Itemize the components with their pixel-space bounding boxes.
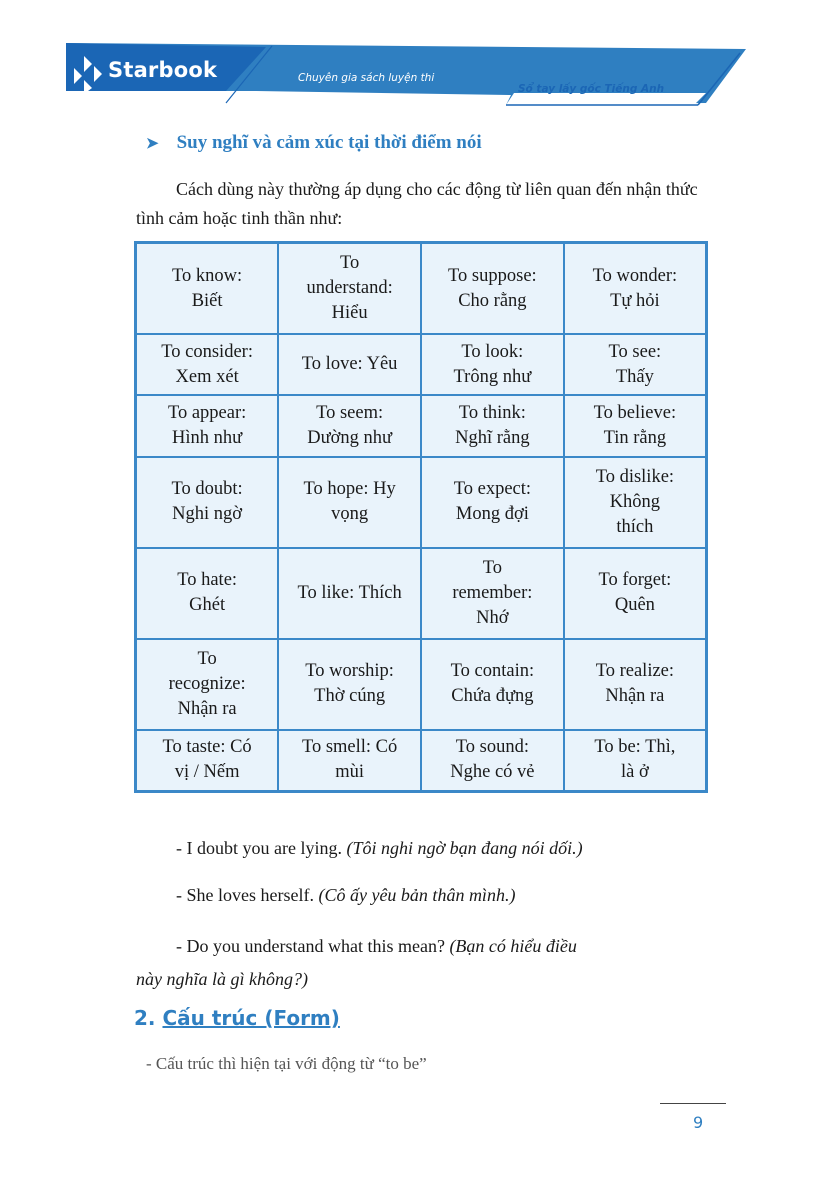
table-cell (278, 395, 421, 456)
table-cell (564, 548, 707, 639)
table-cell-line: remember: (452, 582, 533, 603)
table-cell-line: vị / Nếm (174, 762, 240, 783)
table-cell (136, 639, 279, 730)
example-1-en: - I doubt you are lying. (176, 838, 342, 858)
example-1 (176, 838, 583, 859)
table-cell-line: To like: Thích (297, 582, 402, 603)
table-row (136, 639, 707, 730)
table-cell-line: vọng (331, 504, 369, 525)
example-2-vi: (Cô ấy yêu bản thân mình.) (318, 885, 516, 905)
table-cell-line: To wonder: (592, 265, 678, 286)
table-cell-line: To forget: (598, 570, 672, 591)
form-title: Cấu trúc (Form) (162, 1006, 340, 1030)
example-3-vi: (Bạn có hiểu điều (449, 936, 577, 956)
table-cell-line: To see: (608, 341, 662, 362)
table-cell-line: Nghe có vẻ (450, 762, 535, 783)
table-cell (136, 457, 279, 548)
table-cell-line: To know: (172, 265, 243, 286)
table-cell-line: To worship: (305, 661, 394, 682)
table-cell-line: To be: Thì, (594, 737, 676, 758)
table-cell-line: Nghi ngờ (172, 504, 243, 525)
table-cell-line: To smell: Có (301, 737, 398, 758)
table-cell-line: Ghét (189, 595, 226, 616)
brand-name: Starbook (108, 58, 218, 82)
table-cell-line: Xem xét (175, 366, 239, 387)
table-cell-line: To appear: (167, 403, 247, 424)
table-row (136, 730, 707, 792)
table-cell-line: Tự hỏi (610, 290, 660, 311)
table-cell (278, 334, 421, 395)
example-3-en: - Do you understand what this mean? (176, 936, 445, 956)
table-cell-line: To sound: (455, 737, 529, 758)
table-cell-line: Không (609, 491, 661, 512)
table-cell-line: To consider: (161, 341, 253, 362)
table-cell-line: To believe: (593, 403, 677, 424)
table-cell-line: To love: Yêu (301, 354, 398, 375)
example-3 (176, 936, 577, 957)
example-2-en: - She loves herself. (176, 885, 314, 905)
page-number-rule (660, 1103, 726, 1104)
stative-verbs-table (134, 241, 708, 793)
table-cell (421, 334, 564, 395)
table-row (136, 243, 707, 335)
table-cell-line: To doubt: (171, 479, 243, 500)
table-cell-line: To hope: Hy (303, 479, 396, 500)
table-cell-line: Thờ cúng (314, 686, 386, 707)
table-cell-line: To contain: (450, 661, 535, 682)
table-cell (421, 457, 564, 548)
table-cell-line: Mong đợi (455, 504, 529, 525)
starbook-logo-icon (70, 54, 104, 94)
table-cell-line: recognize: (168, 673, 246, 694)
table-cell (278, 639, 421, 730)
table-cell-line: To (339, 253, 360, 273)
section-heading-text: Suy nghĩ và cảm xúc tại thời điểm nói (176, 132, 482, 153)
table-cell (278, 730, 421, 792)
form-number: 2. (134, 1006, 156, 1030)
table-cell (564, 457, 707, 548)
table-cell-line: To realize: (595, 661, 675, 682)
table-cell-line: Dường như (307, 428, 393, 449)
table-cell-line: Hình như (172, 428, 243, 449)
table-cell (421, 395, 564, 456)
table-cell (136, 730, 279, 792)
arrow-bullet-icon: ➤ (146, 136, 159, 152)
header-tagline: Chuyên gia sách luyện thi (298, 72, 435, 84)
table-cell-line: To look: (461, 341, 524, 362)
table-cell-line: understand: (306, 278, 393, 298)
table-cell-line: Quên (614, 595, 655, 616)
table-cell-line: Tin rằng (603, 428, 667, 449)
table-cell (278, 457, 421, 548)
table-cell (564, 730, 707, 792)
table-cell (421, 730, 564, 792)
table-row (136, 548, 707, 639)
table-cell-line: To (482, 557, 502, 578)
table-row (136, 457, 707, 548)
table-cell (136, 334, 279, 395)
section-heading (146, 132, 482, 154)
table-cell-line: To hate: (177, 570, 238, 591)
table-row (136, 334, 707, 395)
form-heading (134, 1006, 340, 1030)
table-cell (564, 243, 707, 335)
page-number: 9 (693, 1113, 704, 1132)
table-cell-line: To dislike: (595, 466, 675, 487)
table-cell-line: mùi (335, 762, 365, 783)
example-3-cont (136, 969, 308, 990)
table-cell (136, 243, 279, 335)
table-cell-line: Nhận ra (177, 698, 237, 719)
intro-text: Cách dùng này thường áp dụng cho các động từ liên quan đến nhận thức tình cảm hoặc tinh thần như: (136, 179, 698, 228)
table-cell (136, 548, 279, 639)
table-cell-line: Cho rằng (458, 290, 527, 311)
table-cell-line: To expect: (453, 479, 532, 500)
table-cell-line: Nhận ra (605, 686, 665, 707)
table-cell (564, 334, 707, 395)
table-cell (564, 395, 707, 456)
form-bullet: - Cấu trúc thì hiện tại với động từ “to be” (146, 1054, 427, 1073)
table-cell-line: Chứa đựng (451, 686, 534, 707)
table-cell (421, 548, 564, 639)
table-cell-line: Nhớ (476, 607, 509, 628)
table-cell (278, 548, 421, 639)
table-cell-line: To suppose: (448, 265, 537, 286)
table-cell-line: To think: (458, 403, 526, 424)
table-cell-line: To (197, 648, 217, 669)
table-cell-line: Thấy (615, 366, 654, 387)
intro-paragraph (136, 175, 704, 233)
table-cell-line: To taste: Có (162, 737, 252, 758)
table-cell (136, 395, 279, 456)
table-cell (421, 243, 564, 335)
table-cell-line: Biết (191, 290, 223, 311)
example-3-vi-cont: này nghĩa là gì không?) (136, 969, 308, 989)
table-cell-line: là ở (620, 762, 649, 783)
example-1-vi: (Tôi nghi ngờ bạn đang nói dối.) (346, 838, 583, 858)
table-cell-line: To seem: (316, 403, 384, 424)
table-cell (421, 639, 564, 730)
table-cell-line: thích (616, 516, 654, 537)
header-subtitle: Sổ tay lấy gốc Tiếng Anh (518, 83, 665, 95)
table-cell (278, 243, 421, 335)
table-row (136, 395, 707, 456)
example-2 (176, 885, 515, 906)
table-cell (564, 639, 707, 730)
table-cell-line: Nghĩ rằng (455, 428, 530, 449)
table-cell-line: Trông như (453, 366, 532, 387)
table-cell-line: Hiểu (331, 303, 368, 323)
